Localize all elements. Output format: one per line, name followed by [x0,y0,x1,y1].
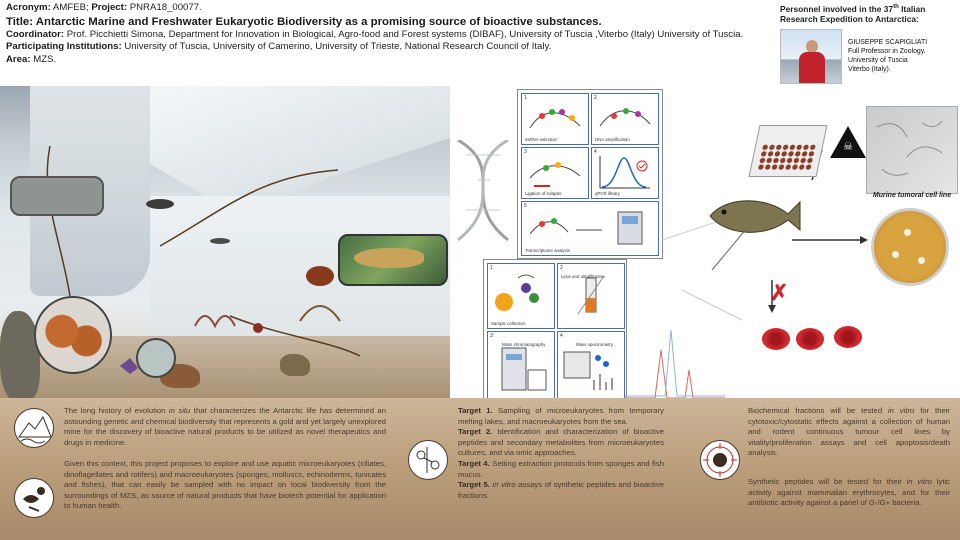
workflow-step: 2 DNA amplification [591,93,659,145]
workflow-step: 3 Mass chromatography [487,331,555,399]
researcher-info [848,38,958,74]
antarctic-scene-illustration [0,86,450,398]
acronym-row [6,2,766,15]
lysed-erythrocyte-icon [834,326,862,348]
petri-dish-icon [871,208,949,286]
workflow-step: 2 Lysis and ultrafiltration [557,263,625,329]
sample-collection-icon [488,268,554,322]
targets-list [458,406,664,501]
colony-closeup-image [34,296,112,374]
acronym-value: AMFEB; [52,2,89,13]
personnel-heading: Personnel involved in the 37th Italian Research Expedition to Antarctica: [780,3,926,25]
title-row [6,15,766,29]
workflow-step: 3 Ligation of Adapter [521,147,589,199]
researcher-role: Full Professor in Zoology. [848,48,926,55]
coordinator-row [6,29,766,42]
researcher-affiliation: University of Tuscia [848,57,908,64]
workflow-step: 4 qPCR library [591,147,659,199]
workflow-step: 5 Transcriptome analysis [521,201,659,256]
page-title: Antarctic Marine and Freshwater Eukaryotic Biodiversity as a promising source of bioactive substances. [35,15,602,28]
antarctic-landscape-icon [14,408,54,448]
acronym-label: Acronym: [6,2,51,13]
title-label: Title: [6,15,34,28]
fish-illustration-icon [706,186,802,246]
project-label: Project: [91,2,128,13]
rna-strand-icon [522,98,588,138]
transcriptomics-workflow-panel [517,89,663,259]
institutions-value: University of Tuscia, University of Camerino, University of Trieste, National Research Council of Italy. [124,41,552,53]
ciliate-micrograph-image [10,176,104,216]
molecule-analysis-icon [408,440,448,480]
fish-closeup-image [136,338,176,378]
tumor-cell-caption: Murine tumoral cell line [872,192,952,199]
dna-helix-icon [448,140,520,250]
cytotoxicity-paragraph: Biochemical fractions will be tested in vitro for their cytotoxic/cytostatic effects against a collection of human and rodent continuous tumour cell lines by vitality/proliferation assays and cell apoptosis/death analysis. [748,406,950,458]
coordinator-label: Coordinator: [6,28,65,40]
multiwell-plate-icon [748,125,827,177]
tumor-cell-micrograph-image [866,106,958,194]
project-header [6,2,766,66]
intro-paragraph: The long history of evolution in situ that characterizes the Antarctic life has determined an astounding genetic and chemical biodiversity that represents a gold and yet largely unexplored mine for the discovery of bioactive natural products to be utilized as novel therapeutics and drugs in medicine. [64,406,386,447]
area-label: Area: [6,53,31,65]
workflow-step: 1 ssRNA selection [521,93,589,145]
workflow-step: 1 Sample collection [487,263,555,329]
proteomics-workflow-panel [483,259,627,403]
researcher-city: Viterbo (Italy). [848,66,891,73]
area-value: MZS. [33,53,57,65]
erythrocyte-icon [796,328,824,350]
coordinator-value: Prof. Picchietti Simona, Department for Innovation in Biological, Agro-food and Forest systems (DIBAF), University of Tuscia ,Viterbo (Italy) University of Tuscia. [66,28,744,40]
eukaryotes-icon [14,478,54,518]
context-paragraph: Given this context, this project proposes to explore and use aquatic microeukaryotes (ciliates, dinoflagellates and rotifers) and macroeukaryotes (sponges, molluscs, echinoderms, tunicates and fishes), that can easily be sampled with no impact on local biodiversity from the surroundings of MZS, as source of natural products that have biotech potential for application to human health. [64,459,386,511]
lytic-activity-paragraph: Synthetic peptides will be tested for their in vitro lytic activity against mammalian erythrocytes, and for their antibiotic activity against a panel of G-/G+ bacteria. [748,477,951,508]
area-row [6,54,766,67]
project-value: PNRA18_00077. [129,2,202,13]
institutions-row [6,41,766,54]
antarctic-fish-photo [338,234,448,286]
researcher-photo [780,29,842,84]
target-cell-icon [700,440,740,480]
adapter-ligation-icon [522,152,588,192]
institutions-label: Participating Institutions: [6,41,122,53]
target-item: Target 5. in vitro assays of synthetic peptides and bioactive fractions. [458,480,664,500]
researcher-name: GIUSEPPE SCAPIGLIATI [848,39,928,46]
sequencer-icon [522,206,658,252]
erythrocyte-icon [762,328,790,350]
lysis-cross-icon: ✗ [770,280,789,305]
target-item: Target 1. Sampling of microeukaryotes from temporary melting lakes, and macroeukaryotes from the sea. [458,406,664,426]
target-item: Target 2. Identification and characterization of bioactive peptides and secondary metabolites from microeukaryotes cultures, and via omic approaches. [458,427,664,458]
workflow-step: 4 Mass spectrometry [557,331,625,399]
qpcr-curve-icon [592,150,658,194]
dna-duplex-icon [592,98,658,138]
target-item: Target 4. Setting extraction protocols from sponges and fish mucus. [458,458,664,479]
